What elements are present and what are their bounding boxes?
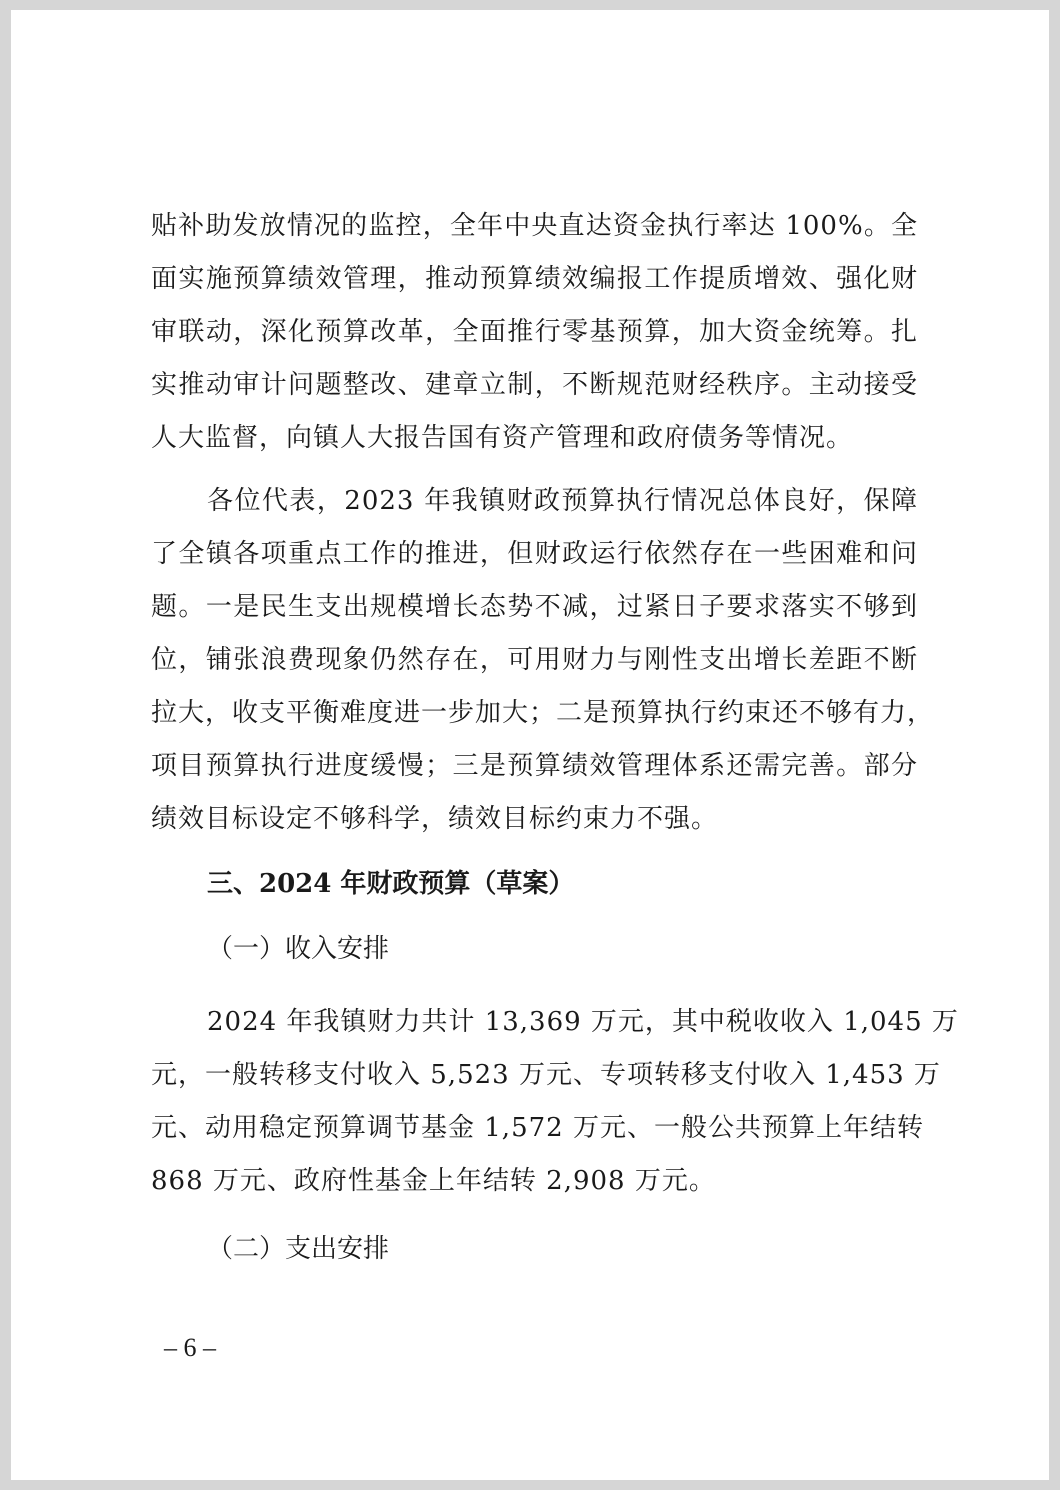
paragraph-2-line-7: 绩效目标设定不够科学，绩效目标约束力不强。 — [151, 804, 719, 834]
paragraph-2-line-3: 题。一是民生支出规模增长态势不减，过紧日子要求落实不够到 — [151, 592, 918, 622]
paragraph-1-line-3: 审联动，深化预算改革，全面推行零基预算，加大资金统筹。扎 — [151, 317, 918, 347]
paragraph-3-line-2: 元，一般转移支付收入 5,523 万元、专项转移支付收入 1,453 万 — [151, 1060, 941, 1090]
paragraph-3-line-3: 元、动用稳定预算调节基金 1,572 万元、一般公共预算上年结转 — [151, 1113, 924, 1143]
paragraph-2-line-2: 了全镇各项重点工作的推进，但财政运行依然存在一些困难和问 — [151, 539, 918, 569]
paragraph-1-line-4: 实推动审计问题整改、建章立制，不断规范财经秩序。主动接受 — [151, 370, 918, 400]
paragraph-1-line-5: 人大监督，向镇人大报告国有资产管理和政府债务等情况。 — [151, 423, 854, 453]
paragraph-2-line-5: 拉大，收支平衡难度进一步加大；二是预算执行约束还不够有力， — [151, 698, 935, 728]
section-3-heading: 三、2024 年财政预算（草案） — [207, 869, 575, 899]
paragraph-3-line-1: 2024 年我镇财力共计 13,369 万元，其中税收收入 1,045 万 — [207, 1007, 959, 1037]
subsection-1-heading: （一）收入安排 — [207, 934, 390, 964]
paragraph-2-line-6: 项目预算执行进度缓慢；三是预算绩效管理体系还需完善。部分 — [151, 751, 918, 781]
subsection-2-heading: （二）支出安排 — [207, 1234, 390, 1264]
document-page — [11, 10, 1049, 1480]
paragraph-3-line-4: 868 万元、政府性基金上年结转 2,908 万元。 — [151, 1166, 716, 1196]
paragraph-1-line-1: 贴补助发放情况的监控，全年中央直达资金执行率达 100%。全 — [151, 211, 918, 241]
paragraph-1-line-2: 面实施预算绩效管理，推动预算绩效编报工作提质增效、强化财 — [151, 264, 918, 294]
paragraph-2-line-4: 位，铺张浪费现象仍然存在，可用财力与刚性支出增长差距不断 — [151, 645, 918, 675]
page-number: – 6 – — [164, 1333, 216, 1362]
paragraph-2-line-1: 各位代表，2023 年我镇财政预算执行情况总体良好，保障 — [207, 486, 918, 516]
